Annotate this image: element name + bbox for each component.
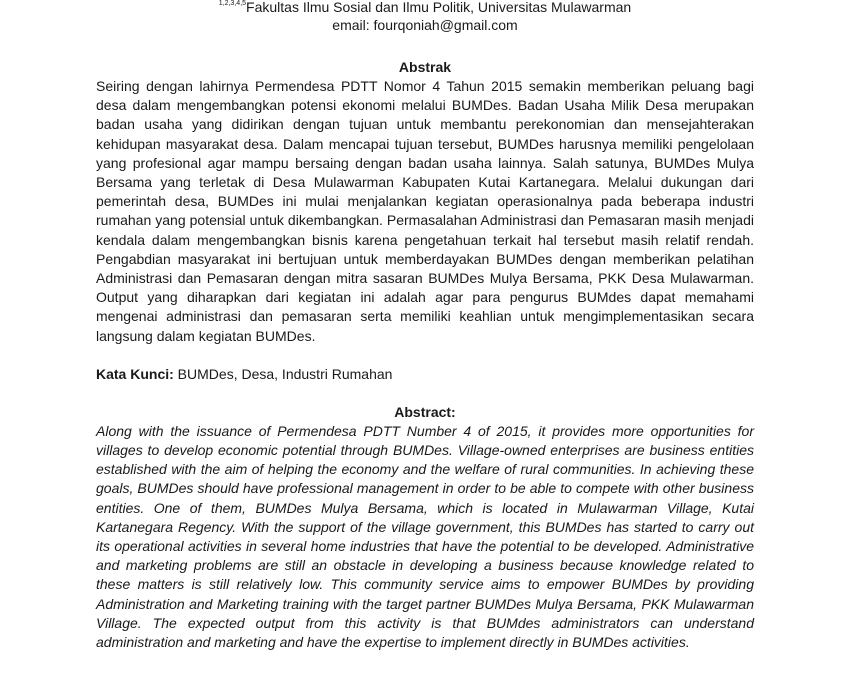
affiliation-line xyxy=(96,0,754,13)
affiliation-superscript: 1,2,3,4,5 xyxy=(218,0,247,7)
affiliation-text: Fakultas Ilmu Sosial dan Ilmu Politik, Universitas Mulawarman xyxy=(246,0,632,15)
author-email: email: fourqoniah@gmail.com xyxy=(332,17,518,33)
keywords-label: Kata Kunci: xyxy=(96,365,174,382)
keywords-line xyxy=(96,365,754,384)
abstrak-body: Seiring dengan lahirnya Permendesa PDTT Nomor 4 Tahun 2015 semakin memberikan peluang bagi desa dalam mengembangkan potensi ekonomi melalui BUMDes. Badan Usaha Milik Desa merupakan badan usaha yang didirikan dengan tujuan untuk membantu perekonomian dan mensejahterakan kehidupan masyarakat desa. Dalam mencapai tujuan tersebut, BUMDes harusnya memiliki pengelolaan yang profesional agar mampu bersaing dengan badan usaha lainnya. Salah satunya, BUMDes Mulya Bersama yang terletak di Desa Mulawarman Kabupaten Kutai Kartanegara. Melalui dukungan dari pemerintah desa, BUMDes ini mulai menjalankan kegiatan operasionalnya pada beberapa industri rumahan yang potensial untuk dikembangkan. Permasalahan Administrasi dan Pemasaran masih menjadi kendala dalam mengembangkan bisnis karena pengetahuan terkait hal tersebut masih relatif rendah. Pengabdian masyarakat ini bertujuan untuk memberdayakan BUMDes dengan memberikan pelatihan Administrasi dan Pemasaran dengan mitra sasaran BUMDes Mulya Bersama, PKK Desa Mulawarman. Output yang diharapkan dari kegiatan ini adalah agar para pengurus BUMdes dapat memahami mengenai administrasi dan pemasaran serta memiliki keahlian untuk mengimplementasikan secara langsung dalam kegiatan BUMDes. xyxy=(96,78,754,344)
paper-page xyxy=(96,0,754,652)
abstract-body: Along with the issuance of Permendesa PDTT Number 4 of 2015, it provides more opportunities for villages to develop economic potential through BUMDes. Village-owned enterprises are business entities established with the aim of helping the economy and the welfare of rural communities. In achieving these goals, BUMDes should have professional management in order to be able to compete with other business entities. One of them, BUMDes Mulya Bersama, which is located in Mulawarman Village, Kutai Kartanegara Regency. With the support of the village government, this BUMDes has started to carry out its operational activities in several home industries that have the potential to be developed. Administrative and marketing problems are still an obstacle in developing a business because knowledge related to these matters is still relatively low. This community service aims to empower BUMDes by providing Administration and Marketing training with the target partner BUMDes Mulya Bersama, PKK Mulawarman Village. The expected output from this activity is that BUMdes administrators can understand administration and marketing and have the expertise to implement directly in BUMDes activities. xyxy=(96,422,754,651)
abstrak-heading: Abstrak xyxy=(398,59,452,75)
keywords-text: BUMDes, Desa, Industri Rumahan xyxy=(173,365,393,382)
abstract-heading: Abstract: xyxy=(394,403,456,420)
